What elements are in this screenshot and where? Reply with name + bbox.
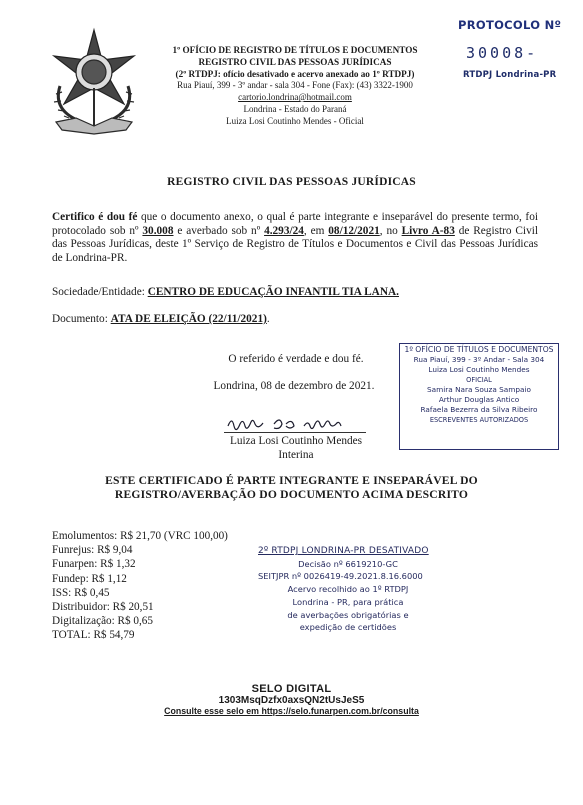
- header-address: Rua Piauí, 399 - 3º andar - sala 304 - Fone (Fax): (43) 3322-1900: [177, 80, 413, 91]
- deactivated-line: Londrina - PR, para prática: [292, 596, 404, 607]
- cert-note-line-1: ESTE CERTIFICADO É PARTE INTEGRANTE E INSEPARÁVEL DO: [105, 474, 478, 487]
- protocol-city: RTDPJ Londrina-PR: [463, 70, 557, 80]
- deactivated-title: 2º RTDPJ LONDRINA-PR DESATIVADO: [258, 546, 429, 556]
- stamp-line: Rafaela Bezerra da Silva Ribeiro: [420, 405, 538, 414]
- document-end: .: [266, 313, 270, 325]
- fee-item: Emolumentos: R$ 21,70 (VRC 100,00): [52, 530, 228, 542]
- signer-role: Interina: [278, 449, 314, 461]
- header-line-2: REGISTRO CIVIL DAS PESSOAS JURÍDICAS: [198, 56, 392, 67]
- closing-statement: O referido é verdade e dou fé.: [228, 353, 364, 365]
- office-stamp: [399, 343, 559, 450]
- header-location: Londrina - Estado do Paraná: [243, 103, 347, 114]
- stamp-line: Arthur Douglas Antico: [438, 395, 520, 404]
- certification-paragraph: [52, 211, 538, 265]
- digital-seal-title: SELO DIGITAL: [251, 683, 332, 695]
- deactivated-line: Acervo recolhido ao 1º RTDPJ: [287, 584, 409, 595]
- fee-item: Distribuidor: R$ 20,51: [52, 601, 154, 614]
- deactivated-line: de averbações obrigatórias e: [287, 609, 409, 620]
- header-line-1: 1º OFÍCIO DE REGISTRO DE TÍTULOS E DOCUMENTOS: [172, 45, 418, 55]
- stamp-line: Samira Nara Souza Sampaio: [427, 385, 531, 394]
- fee-item: Funrejus: R$ 9,04: [52, 544, 133, 557]
- deactivated-line: SEITJPR nº 0026419-49.2021.8.16.6000: [258, 571, 423, 582]
- deactivated-line: Decisão nº 6619210-GC: [298, 558, 398, 569]
- averbacao-ref: 4.293/24: [264, 224, 304, 237]
- cert-text-5: de Registro Civil das Pessoas Jurídicas, deste 1º Serviço de Registro de Títulos e Documentos e Civil das Pessoas Jurídicas de Londrina-PR.: [52, 224, 538, 264]
- registry-header: [150, 45, 440, 128]
- document-title: REGISTRO CIVIL DAS PESSOAS JURÍDICAS: [167, 176, 416, 188]
- fee-item: Funarpen: R$ 1,32: [52, 558, 136, 571]
- fee-item: Fundep: R$ 1,12: [52, 572, 127, 585]
- signer-name: Luiza Losi Coutinho Mendes: [229, 435, 363, 447]
- cert-lead: Certifico é dou fé: [52, 211, 138, 223]
- cert-text-1: que o documento anexo, o qual é parte integrante e inseparável do presente termo, foi protocolado sob nº: [52, 211, 538, 237]
- document-line: [52, 313, 542, 325]
- cert-text-2: e averbado sob nº: [173, 224, 265, 237]
- header-line-3: (2º RTDPJ: ofício desativado e acervo anexado ao 1º RTDPJ): [175, 68, 415, 79]
- livro-ref: Livro A-83: [401, 224, 455, 237]
- coat-of-arms-icon: [42, 26, 146, 136]
- entity-value: CENTRO DE EDUCAÇÃO INFANTIL TIA LANA.: [147, 286, 399, 298]
- stamp-line: Luiza Losi Coutinho Mendes: [428, 365, 530, 374]
- deactivated-office-stamp: [258, 545, 438, 634]
- cert-text-3: , em: [303, 224, 329, 237]
- signature-line: [224, 432, 366, 433]
- header-email-link[interactable]: cartorio.londrina@hotmail.com: [238, 92, 352, 103]
- fee-item: Digitalização: R$ 0,65: [52, 615, 153, 628]
- certificate-note: [0, 474, 583, 502]
- deactivated-line: expedição de certidões: [299, 622, 397, 633]
- protocol-stamp-label: PROTOCOLO Nº: [458, 18, 562, 32]
- document-label: Documento:: [52, 313, 111, 325]
- fees-list: [52, 529, 252, 643]
- place-date: Londrina, 08 de dezembro de 2021.: [213, 380, 375, 392]
- protocol-number: 30008-: [466, 44, 539, 62]
- fee-item: ISS: R$ 0,45: [52, 586, 110, 599]
- cert-date: 08/12/2021: [328, 224, 380, 237]
- cert-note-line-2: REGISTRO/AVERBAÇÃO DO DOCUMENTO ACIMA DESCRITO: [114, 488, 469, 501]
- stamp-line: 1º OFÍCIO DE TÍTULOS E DOCUMENTOS: [404, 345, 554, 354]
- digital-seal-url-link[interactable]: Consulte esse selo em https://selo.funarpen.com.br/consulta: [164, 706, 419, 716]
- stamp-line: Rua Piauí, 399 - 3º Andar - Sala 304: [413, 355, 545, 364]
- entity-line: [52, 286, 542, 298]
- stamp-line: OFICIAL: [466, 376, 492, 384]
- fee-total: TOTAL: R$ 54,79: [52, 629, 135, 642]
- document-value: ATA DE ELEIÇÃO (22/11/2021): [110, 313, 267, 325]
- digital-seal-code: 1303MsqDzfx0axsQN2tUsJeS5: [218, 695, 365, 706]
- entity-label: Sociedade/Entidade:: [52, 286, 148, 298]
- stamp-line: ESCREVENTES AUTORIZADOS: [429, 416, 529, 424]
- header-officer: Luiza Losi Coutinho Mendes - Oficial: [226, 115, 364, 126]
- cert-text-4: , no: [379, 224, 402, 237]
- protocol-ref: 30.008: [142, 224, 174, 237]
